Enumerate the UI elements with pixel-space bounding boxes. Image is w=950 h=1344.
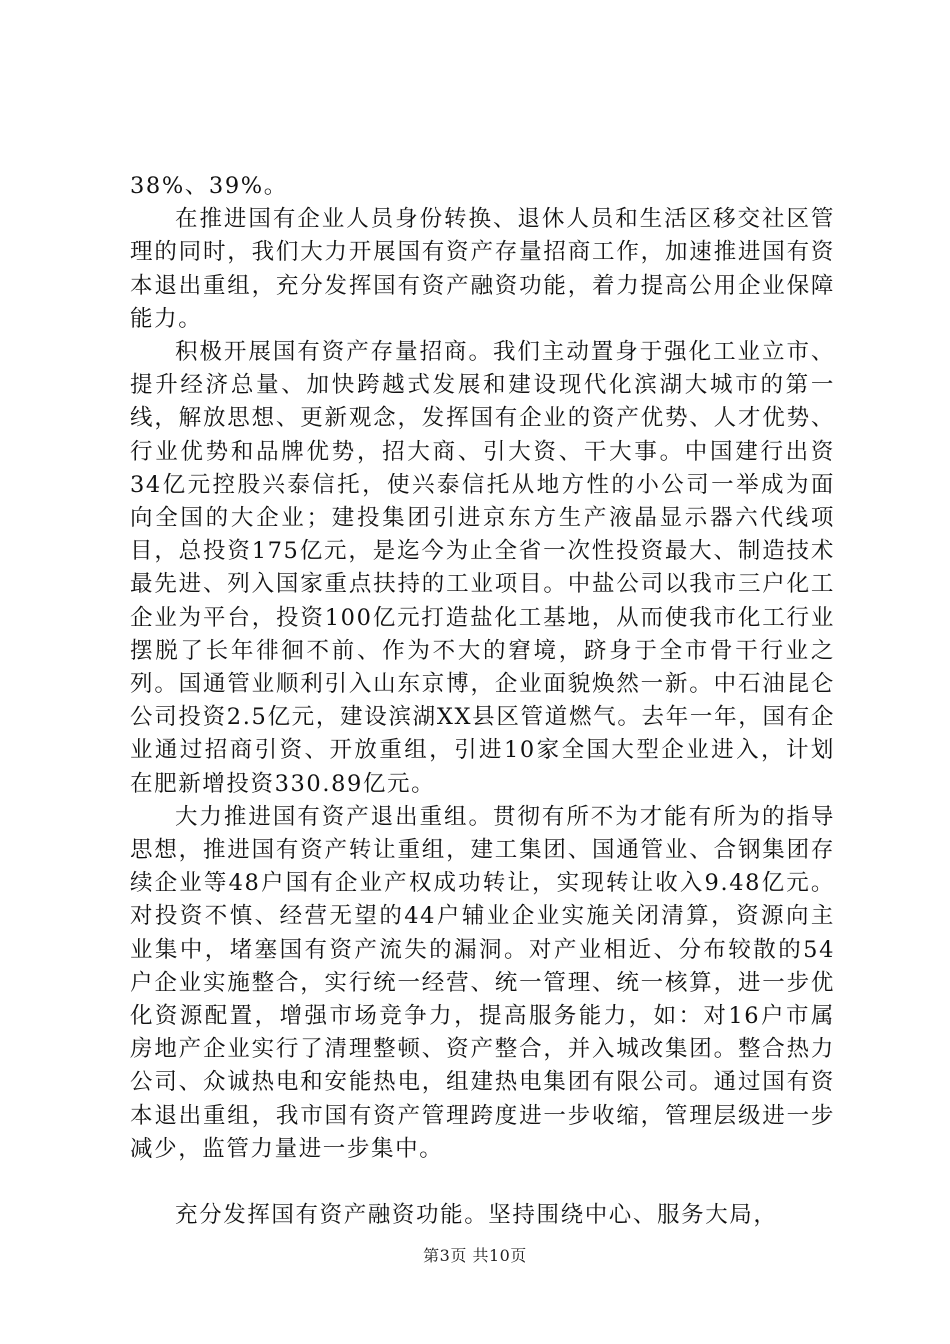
page-footer (0, 1243, 950, 1266)
document-body (130, 170, 835, 1232)
page-number-label: 第3页 共10页 (423, 1246, 527, 1265)
paragraph-financing-function: 充分发挥国有资产融资功能。坚持围绕中心、服务大局， (175, 1202, 778, 1229)
paragraph-investment-attraction: 积极开展国有资产存量招商。我们主动置身于强化工业立市、提升经济总量、加快跨越式发展和建设现代化滨湖大城市的第一线，解放思想、更新观念，发挥国有企业的资产优势、人才优势、行业优势和品牌优势，招大商、引大资、干大事。中国建行出资34亿元控股兴泰信托，使兴泰信托从地方性的小公司一举成为面向全国的大企业；建投集团引进京东方生产液晶显示器六代线项目，总投资175亿元，是迄今为止全省一次性投资最大、制造技术最先进、列入国家重点扶持的工业项目。中盐公司以我市三户化工企业为平台，投资100亿元打造盐化工基地，从而使我市化工行业摆脱了长年徘徊不前、作为不大的窘境，跻身于全市骨干行业之列。国通管业顺利引入山东京博，企业面貌焕然一新。中石油昆仑公司投资2.5亿元，建设滨湖XX县区管道燃气。去年一年，国有企业通过招商引资、开放重组，引进10家全国大型企业进入，计划在肥新增投资330.89亿元。 (130, 339, 835, 797)
paragraph-continuation: 38%、39%。 (130, 173, 288, 199)
paragraph-intro: 在推进国有企业人员身份转换、退休人员和生活区移交社区管理的同时，我们大力开展国有资产存量招商工作，加速推进国有资本退出重组，充分发挥国有资产融资功能，着力提高公用企业保障能力。 (130, 206, 835, 332)
paragraph-exit-restructuring: 大力推进国有资产退出重组。贯彻有所不为才能有所为的指导思想，推进国有资产转让重组，建工集团、国通管业、合钢集团存续企业等48户国有企业产权成功转让，实现转让收入9.48亿元。对投资不慎、经营无望的44户辅业企业实施关闭清算，资源向主业集中，堵塞国有资产流失的漏洞。对产业相近、分布较散的54户企业实施整合，实行统一经营、统一管理、统一核算，进一步优化资源配置，增强市场竞争力，提高服务能力，如：对16户市属房地产企业实行了清理整顿、资产整合，并入城改集团。整合热力公司、众诚热电和安能热电，组建热电集团有限公司。通过国有资本退出重组，我市国有资产管理跨度进一步收缩，管理层级进一步减少，监管力量进一步集中。 (130, 803, 835, 1162)
